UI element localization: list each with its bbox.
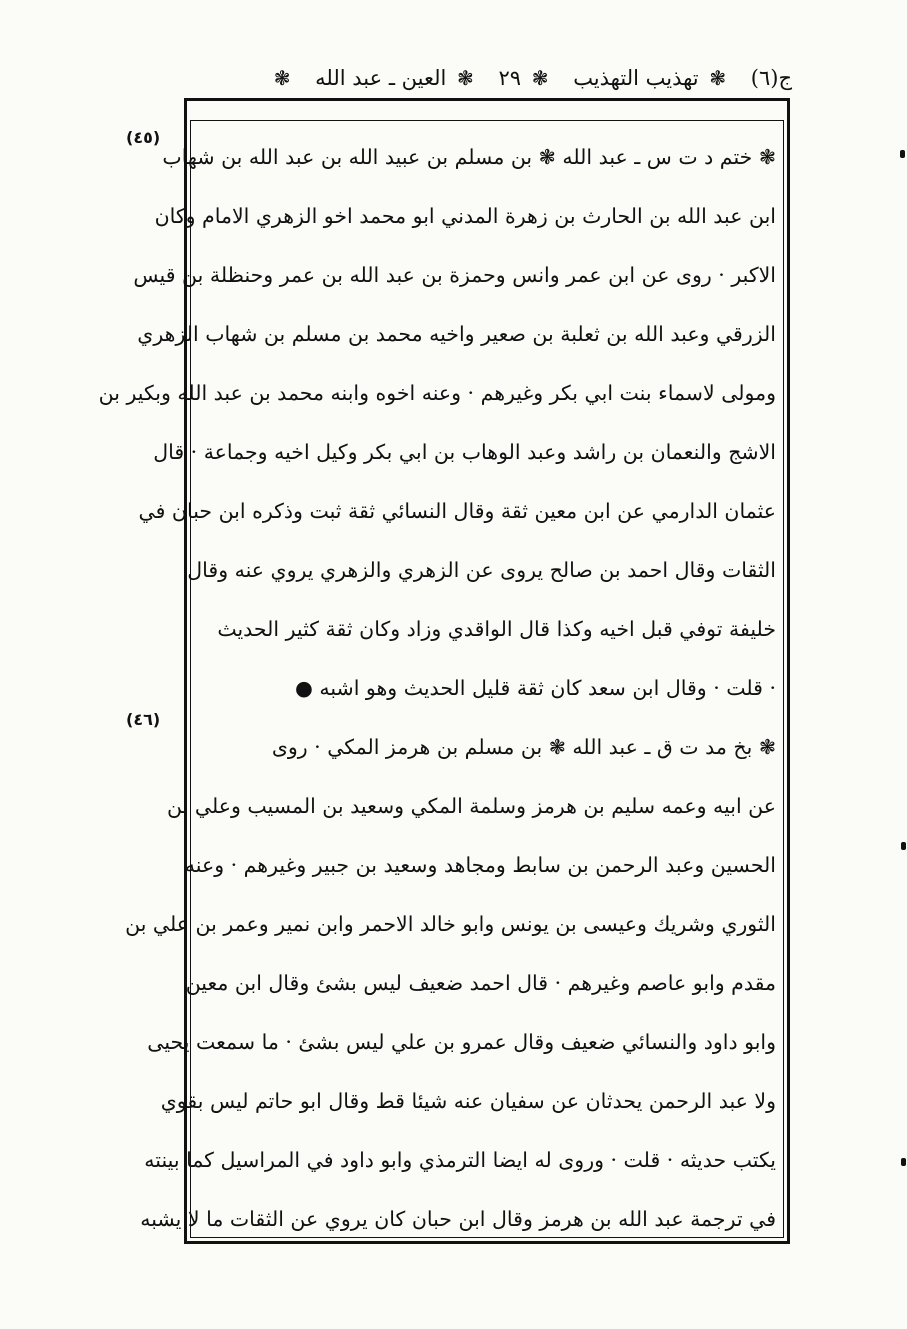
text-line: الثقات وقال احمد بن صالح يروى عن الزهري والزهري يروي عنه وقال: [187, 558, 776, 582]
ornament-icon: ❃: [709, 66, 727, 90]
text-line: ولا عبد الرحمن يحدثان عن سفيان عنه شيئا قط وقال ابو حاتم ليس بقوي: [160, 1089, 776, 1113]
text-line: وابو داود والنسائي ضعيف وقال عمرو بن علي ليس بشئ · ما سمعت يحيى: [147, 1030, 776, 1054]
ornament-icon: ❃: [273, 66, 291, 90]
text-line: الاشج والنعمان بن راشد وعبد الوهاب بن ابي بكر وكيل اخيه وجماعة · قال: [153, 440, 776, 464]
scan-mark: [900, 150, 905, 158]
text-line: ❃ بخ مد ت ق ـ عبد الله ❃ بن مسلم بن هرمز المكي · روى: [271, 735, 776, 759]
ornament-icon: ❃: [457, 66, 474, 90]
page-number: ٢٩: [498, 66, 522, 90]
volume-number: ج(٦): [750, 66, 792, 90]
section-title: العين ـ عبد الله: [315, 66, 447, 90]
text-line: الاكبر · روى عن ابن عمر وانس وحمزة بن عبد الله بن عمر وحنظلة بن قيس: [133, 263, 776, 287]
text-line: الثوري وشريك وعيسى بن يونس وابو خالد الاحمر وابن نمير وعمر بن علي بن: [125, 912, 776, 936]
entry-number: (٤٥): [126, 128, 161, 147]
page-header: [180, 58, 792, 98]
book-title: تهذيب التهذيب: [573, 66, 699, 90]
entry-number: (٤٦): [126, 710, 161, 729]
scan-mark: [901, 1158, 906, 1166]
text-line: يكتب حديثه · قلت · وروى له ايضا الترمذي وابو داود في المراسيل كما بينته: [144, 1148, 776, 1172]
scan-mark: [901, 842, 906, 850]
ornament-icon: ❃: [531, 66, 549, 90]
text-line: في ترجمة عبد الله بن هرمز وقال ابن حبان كان يروي عن الثقات ما لا يشبه: [140, 1207, 776, 1231]
text-line: عثمان الدارمي عن ابن معين ثقة وقال النسائي ثقة ثبت وذكره ابن حبان في: [138, 499, 776, 523]
text-line: الزرقي وعبد الله بن ثعلبة بن صعير واخيه محمد بن مسلم بن شهاب الزهري: [137, 322, 776, 346]
text-line: ❃ ختم د ت س ـ عبد الله ❃ بن مسلم بن عبيد الله بن عبد الله بن شهاب: [162, 145, 776, 169]
text-line: الحسين وعبد الرحمن بن سابط ومجاهد وسعيد بن جبير وغيرهم · وعنه: [184, 853, 776, 877]
text-line: خليفة توفي قبل اخيه وكذا قال الواقدي وزاد وكان ثقة كثير الحديث: [217, 617, 776, 641]
text-line: عن ابيه وعمه سليم بن هرمز وسلمة المكي وسعيد بن المسيب وعلي بن: [167, 794, 776, 818]
text-line: ومولى لاسماء بنت ابي بكر وغيرهم · وعنه اخوه وابنه محمد بن عبد الله وبكير بن: [98, 381, 776, 405]
text-line: ابن عبد الله بن الحارث بن زهرة المدني ابو محمد اخو الزهري الامام وكان: [154, 204, 776, 228]
text-line: مقدم وابو عاصم وغيرهم · قال احمد ضعيف ليس بشئ وقال ابن معين: [185, 971, 776, 995]
text-line: · قلت · وقال ابن سعد كان ثقة قليل الحديث وهو اشبه ●: [294, 676, 776, 700]
